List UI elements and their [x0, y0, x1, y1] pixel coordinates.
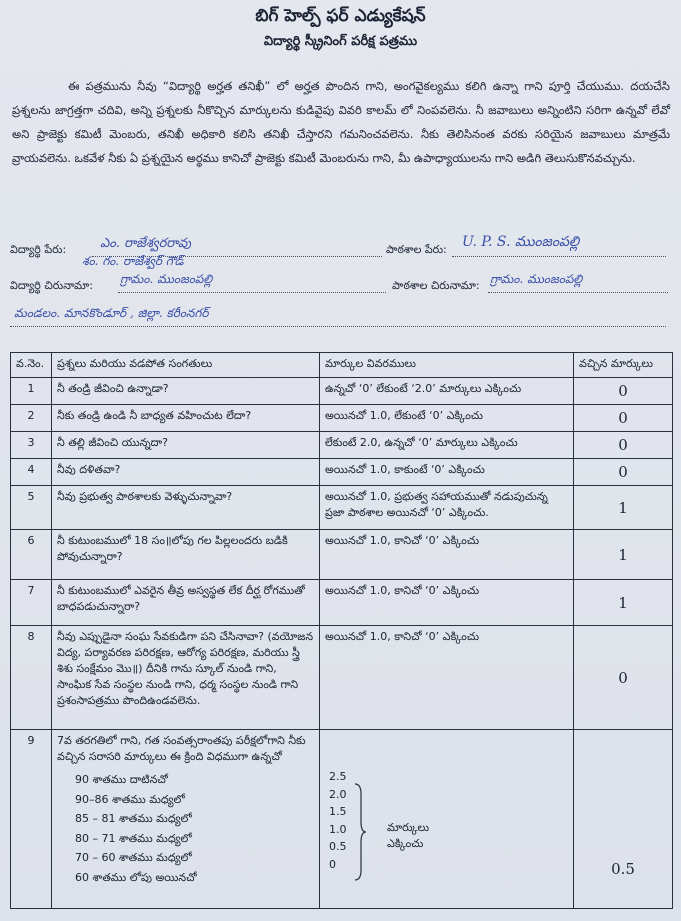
- row-marks-value[interactable]: 1: [574, 530, 673, 580]
- screening-table: [10, 352, 673, 909]
- row-question: 7వ తరగతిలో గాని, గత సంవత్సరాంతపు పరీక్షలోగాని నీకు వచ్చిన సరాసరి మార్కులు ఈ క్రింది విధముగా ఉన్నచో: [57, 734, 306, 763]
- row-question: నీ కుటుంబములో 18 సం॥లోపు గల పిల్లలందరు బడికి పోవుచున్నారా?: [52, 530, 320, 580]
- row-marks-value[interactable]: 0: [574, 626, 673, 730]
- row-marks-value[interactable]: 0: [574, 459, 673, 486]
- grade-range-item: 80 – 71 శాతము మధ్యలో: [75, 831, 192, 845]
- address-line2-field[interactable]: మండలం. మానకొండూర్ , జిల్లా. కరీంనగర్: [14, 306, 209, 320]
- row-number: 2: [11, 405, 52, 432]
- row-marks-value[interactable]: 1: [574, 580, 673, 626]
- row-marks-detail: అయినచో 1.0, కానిచో ‘0’ ఎక్కించు: [320, 580, 574, 626]
- row-question: నీకు తండ్రి ఉండి నీ బాధ్యత వహించుట లేదా?: [52, 405, 320, 432]
- table-row: [11, 432, 673, 459]
- school-name-line: [452, 256, 666, 257]
- table-row: [11, 580, 673, 626]
- header-question: ప్రశ్నలు మరియు వడపోత సంగతులు: [52, 353, 320, 378]
- curly-brace-icon: [353, 782, 367, 882]
- school-name-label: పాఠశాల పేరు:: [386, 243, 447, 256]
- school-name-field[interactable]: U. P. S. ముంజంపల్లి: [462, 234, 580, 250]
- row-marks-value[interactable]: 1: [574, 486, 673, 530]
- address-line-2: [10, 326, 666, 327]
- scale-label: మార్కులు ఎక్కించు: [387, 821, 430, 850]
- row-question: నీ తండ్రి జీవించి ఉన్నాడా?: [52, 378, 320, 405]
- row-number: 9: [11, 730, 52, 909]
- table-row: [11, 459, 673, 486]
- marks-scale: [325, 734, 568, 904]
- row-question: నీవు ప్రభుత్వ పాఠశాలకు వెళ్ళుచున్నావా?: [52, 486, 320, 530]
- school-address-field[interactable]: గ్రామం. ముంజంపల్లి: [490, 272, 583, 286]
- scale-value: 2.0: [329, 787, 347, 801]
- row-number: 7: [11, 580, 52, 626]
- grade-range-item: 85 – 81 శాతము మధ్యలో: [75, 812, 192, 825]
- table-row: [11, 405, 673, 432]
- row-marks-detail: అయినచో 1.0, ప్రభుత్వ సహాయముతో నడుపుచున్న ప్రజా పాఠశాల అయినచో ‘0’ ఎక్కించు.: [320, 486, 574, 530]
- table-row: [11, 486, 673, 530]
- scale-value: 0.5: [329, 840, 347, 853]
- grade-range-item: 90 శాతము దాటినచో: [75, 773, 168, 786]
- row-marks-value[interactable]: 0.5: [574, 730, 673, 909]
- row-marks-detail: అయినచో 1.0, కానిచో ‘0’ ఎక్కించు: [320, 626, 574, 730]
- row-number: 5: [11, 486, 52, 530]
- table-row: [11, 530, 673, 580]
- student-address-line: [118, 292, 386, 293]
- row-marks-detail: అయినచో 1.0, లేకుంటే ‘0’ ఎక్కించు: [320, 405, 574, 432]
- scale-values: [329, 768, 347, 873]
- school-address-line: [488, 292, 668, 293]
- header-marks-detail: మార్కుల వివరములు: [320, 353, 574, 378]
- scale-value: 1.0: [329, 822, 347, 836]
- student-address-label: విద్యార్థి చిరునామా:: [10, 279, 94, 292]
- row-marks-scale: [320, 730, 574, 909]
- row-marks-value[interactable]: 0: [574, 432, 673, 459]
- page-subtitle: విద్యార్థి స్క్రీనింగ్ పరీక్ష పత్రము: [263, 34, 418, 49]
- instructions-paragraph: ఈ పత్రమును నీవు “విద్యార్థి అర్హత తనిఖీ” లో అర్హత పొందిన గాని, అంగవైకల్యము కలిగి ఉన్నా గాని పూర్తి చేయుము. దయచేసి ప్రశ్నలను జాగ్రత్తగా చదివి, అన్ని ప్రశ్నలకు నీకొచ్చిన మార్కులను కుడివైపు వివరి కాలమ్ లో నింపవలెను. నీ జవాబులు అన్నింటిని సరిగా ఉన్నవో లేవో అని ప్రాజెక్టు కమిటీ మెంబరు, తనిఖీ అధికారి కలిసి తనిఖీ చేస్తారని గమనించవలెను. నీకు తెలిసినంత వరకు సరియైన జవాబులు మాత్రమే వ్రాయవలెను. ఒకవేళ నీకు ఏ ప్రశ్నయైన అర్థము కానిచో ప్రాజెక్టు కమిటీ మెంబరును గాని, మీ ఉపాధ్యాయులను గాని అడిగి తెలుసుకొనవచ్చును.: [12, 79, 670, 165]
- student-address-field[interactable]: గ్రామం. ముంజంపల్లి: [120, 272, 213, 286]
- grade-range-list: [75, 770, 314, 887]
- row-question: నీవు ఎప్పుడైనా సంఘ సేవకుడిగా పని చేసినావా? (వయోజన విద్య, పర్యావరణ పరిరక్షణ, ఆరోగ్య పరిరక్షణ, మరియు స్త్రీ శిశు సంక్షేమం మొ॥) దీనికి గాను స్కూల్ నుండి గాని, సాంఘిక సేవ సంస్థల నుండి గాని, ధర్మ సంస్థల నుండి గాని ప్రశంసాపత్రము పొందిఉండవలెను.: [52, 626, 320, 730]
- table-row: [11, 730, 673, 909]
- student-name-field[interactable]: ఎం. రాజేశ్వరరావు: [100, 236, 192, 251]
- grade-range-item: 90–86 శాతము మధ్యలో: [75, 792, 185, 806]
- row-question-grades: [52, 730, 320, 909]
- header-serial: వ.నెం.: [11, 353, 52, 378]
- row-question: నీవు దళితవా?: [52, 459, 320, 486]
- scale-value: 1.5: [329, 805, 347, 818]
- row-number: 4: [11, 459, 52, 486]
- table-row: [11, 378, 673, 405]
- table-header-row: [11, 353, 673, 378]
- row-marks-detail: లేకుంటే 2.0, ఉన్నచో ‘0’ మార్కులు ఎక్కించు: [320, 432, 574, 459]
- row-marks-detail: అయినచో 1.0, కాకుంటే ‘0’ ఎక్కించు: [320, 459, 574, 486]
- row-marks-value[interactable]: 0: [574, 378, 673, 405]
- row-marks-detail: ఉన్నచో ‘0’ లేకుంటే ‘2.0’ మార్కులు ఎక్కించు: [320, 378, 574, 405]
- grade-range-item: 70 – 60 శాతము మధ్యలో: [75, 851, 192, 864]
- row-number: 6: [11, 530, 52, 580]
- table-row: [11, 626, 673, 730]
- row-number: 1: [11, 378, 52, 405]
- scale-value: 0: [329, 857, 336, 871]
- row-question: నీ కుటుంబములో ఎవరైన తీవ్ర అస్వస్థత లేక దీర్ఘ రోగముతో బాధపడుచున్నారా?: [52, 580, 320, 626]
- father-name-field[interactable]: శం. గం. రాజేశ్వర్ గౌడ్: [82, 254, 184, 268]
- grade-range-item: 60 శాతము లోపు అయినచో: [75, 870, 197, 884]
- row-marks-detail: అయినచో 1.0, కానిచో ‘0’ ఎక్కించు: [320, 530, 574, 580]
- page-title: బిగ్ హెల్ప్ ఫర్ ఎడ్యుకేషన్: [255, 6, 426, 26]
- scale-value: 2.5: [329, 770, 347, 783]
- school-address-label: పాఠశాల చిరునామా:: [392, 279, 480, 292]
- header-marks-obtained: వచ్చిన మార్కులు: [574, 353, 673, 378]
- student-name-label: విద్యార్థి పేరు:: [10, 243, 67, 256]
- row-number: 3: [11, 432, 52, 459]
- row-question: నీ తల్లి జీవించి యున్నదా?: [52, 432, 320, 459]
- row-marks-value[interactable]: 0: [574, 405, 673, 432]
- row-number: 8: [11, 626, 52, 730]
